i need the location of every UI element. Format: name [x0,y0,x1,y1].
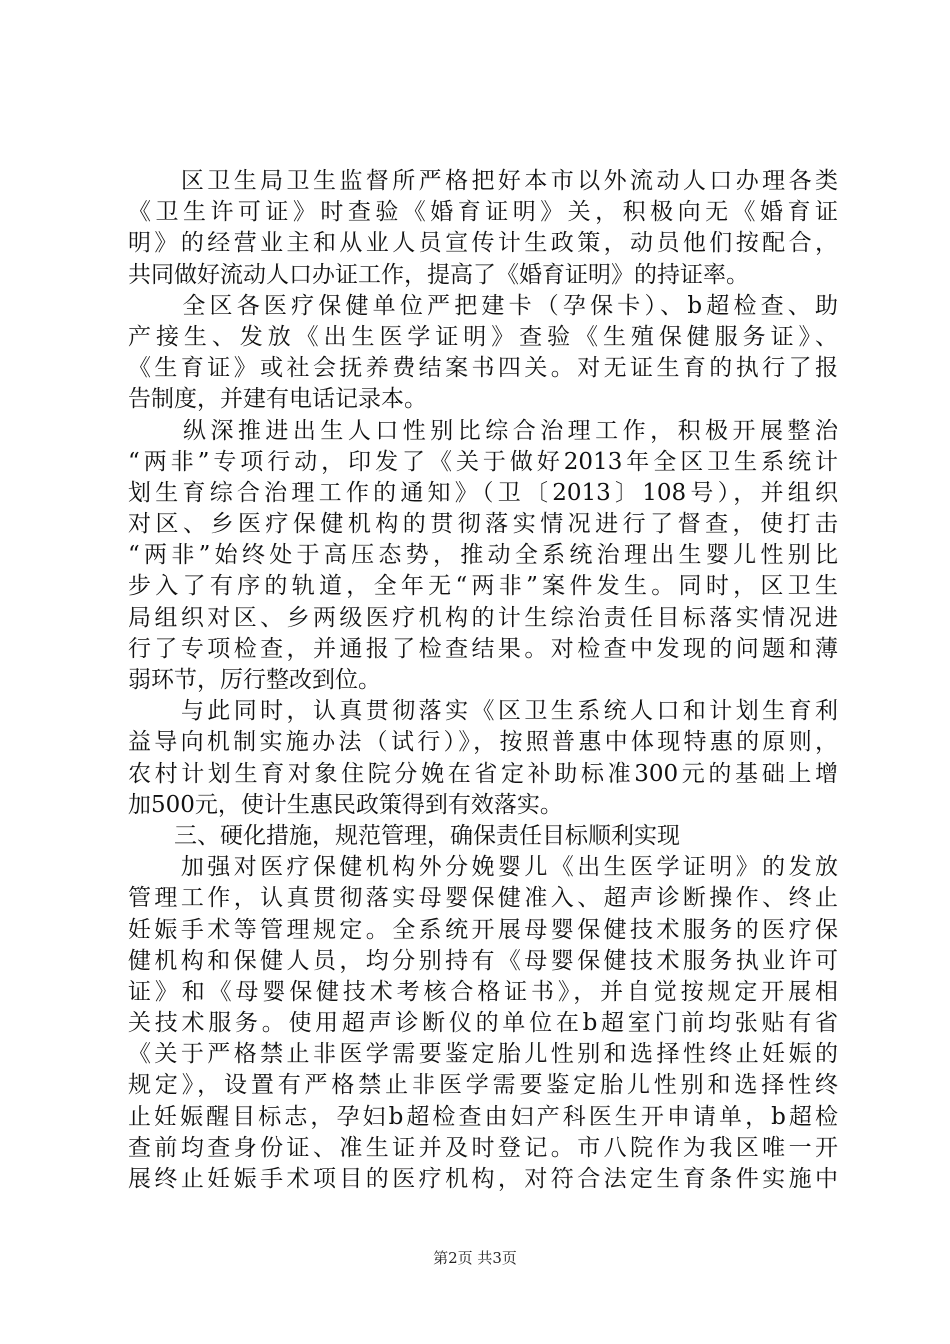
text-line: 划生育综合治理工作的通知》（卫〔2013〕108号），并组织 [128,479,838,506]
text-line: 纵深推进出生人口性别比综合治理工作，积极开展整治 [128,417,838,444]
text-line: 对区、乡医疗保健机构的贯彻落实情况进行了督查，使打击 [128,511,838,538]
text-line: 规定》，设置有严格禁止非医学需要鉴定胎儿性别和选择性终 [128,1072,838,1099]
text-line: 农村计划生育对象住院分娩在省定补助标准300元的基础上增 [128,760,838,787]
text-line: 局组织对区、乡两级医疗机构的计生综治责任目标落实情况进 [128,604,838,631]
text-line: 明》的经营业主和从业人员宣传计生政策，动员他们按配合， [128,230,838,257]
text-line: 加500元，使计生惠民政策得到有效落实。 [128,791,563,818]
text-line: 与此同时，认真贯彻落实《区卫生系统人口和计划生育利 [128,698,838,725]
text-line: 步入了有序的轨道，全年无“两非”案件发生。同时，区卫生 [128,573,838,600]
text-line: 弱环节，厉行整改到位。 [128,667,381,693]
text-line: 止妊娠醒目标志，孕妇b超检查由妇产科医生开申请单，b超检 [128,1103,838,1130]
document-body [128,166,838,1195]
text-line: 健机构和保健人员，均分别持有《母婴保健技术服务执业许可 [128,947,838,974]
text-line: 关技术服务。使用超声诊断仪的单位在b超室门前均张贴有省 [128,1010,838,1037]
text-line: 产接生、发放《出生医学证明》查验《生殖保健服务证》、 [128,323,838,350]
text-line: 全区各医疗保健单位严把建卡（孕保卡）、b超检查、助 [128,292,838,319]
text-line: 管理工作，认真贯彻落实母婴保健准入、超声诊断操作、终止 [128,885,838,912]
text-line: 证》和《母婴保健技术考核合格证书》，并自觉按规定开展相 [128,978,838,1005]
text-line: 《关于严格禁止非医学需要鉴定胎儿性别和选择性终止妊娠的 [128,1041,838,1068]
text-line: 展终止妊娠手术项目的医疗机构，对符合法定生育条件实施中 [128,1166,838,1192]
text-line: 共同做好流动人口办证工作，提高了《婚育证明》的持证率。 [128,261,749,288]
text-line: 益导向机制实施办法（试行）》，按照普惠中体现特惠的原则， [128,729,838,756]
text-line: 妊娠手术等管理规定。全系统开展母婴保健技术服务的医疗保 [128,916,838,943]
text-line: 加强对医疗保健机构外分娩婴儿《出生医学证明》的发放 [128,854,838,881]
text-line: “两非”始终处于高压态势，推动全系统治理出生婴儿性别比 [128,542,838,569]
text-line: 区卫生局卫生监督所严格把好本市以外流动人口办理各类 [128,168,838,194]
text-line: 《生育证》或社会抚养费结案书四关。对无证生育的执行了报 [128,355,838,382]
text-line: “两非”专项行动，印发了《关于做好2013年全区卫生系统计 [128,448,838,475]
text-line: 查前均查身份证、准生证并及时登记。市八院作为我区唯一开 [128,1134,838,1161]
page-footer: 第2页 共3页 [433,1249,517,1267]
text-line: 告制度，并建有电话记录本。 [128,386,427,413]
text-line: 《卫生许可证》时查验《婚育证明》关，积极向无《婚育证 [128,199,838,226]
text-line: 行了专项检查，并通报了检查结果。对检查中发现的问题和薄 [128,635,838,662]
text-line: 三、硬化措施，规范管理，确保责任目标顺利实现 [128,822,680,849]
